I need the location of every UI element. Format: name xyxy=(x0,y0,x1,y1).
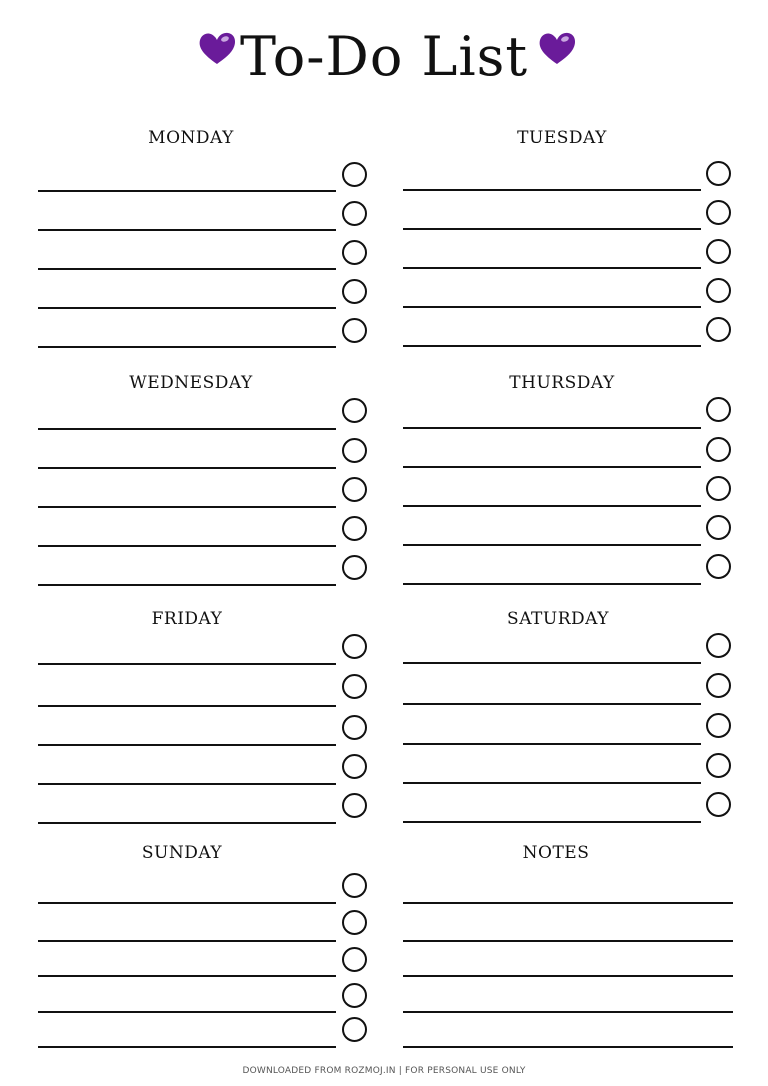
day-section-tuesday xyxy=(403,128,743,353)
task-line[interactable] xyxy=(38,1046,336,1048)
task-line[interactable] xyxy=(38,467,336,469)
task-checkbox[interactable] xyxy=(342,516,367,541)
day-section-wednesday xyxy=(38,373,378,593)
day-section-saturday xyxy=(403,609,743,829)
task-checkbox[interactable] xyxy=(706,515,731,540)
day-section-sunday xyxy=(38,843,378,1055)
task-line[interactable] xyxy=(403,782,701,784)
task-line[interactable] xyxy=(38,975,336,977)
task-line[interactable] xyxy=(403,306,701,308)
day-heading: WEDNESDAY xyxy=(129,373,253,393)
notes-line[interactable] xyxy=(403,1046,733,1048)
notes-line[interactable] xyxy=(403,902,733,904)
day-heading: TUESDAY xyxy=(517,128,607,148)
task-line[interactable] xyxy=(38,822,336,824)
task-line[interactable] xyxy=(403,267,701,269)
task-line[interactable] xyxy=(403,189,701,191)
notes-section xyxy=(403,843,743,1055)
task-line[interactable] xyxy=(403,544,701,546)
task-line[interactable] xyxy=(38,268,336,270)
day-heading: FRIDAY xyxy=(151,609,223,629)
task-line[interactable] xyxy=(38,229,336,231)
task-line[interactable] xyxy=(38,346,336,348)
task-checkbox[interactable] xyxy=(706,792,731,817)
task-checkbox[interactable] xyxy=(342,873,367,898)
task-checkbox[interactable] xyxy=(342,947,367,972)
notes-line[interactable] xyxy=(403,940,733,942)
task-checkbox[interactable] xyxy=(342,715,367,740)
task-checkbox[interactable] xyxy=(706,476,731,501)
day-heading: SATURDAY xyxy=(507,609,609,629)
footer-text: DOWNLOADED FROM ROZMOJ.IN | FOR PERSONAL USE ONLY xyxy=(242,1066,526,1076)
task-checkbox[interactable] xyxy=(706,200,731,225)
task-checkbox[interactable] xyxy=(342,477,367,502)
task-checkbox[interactable] xyxy=(706,278,731,303)
task-checkbox[interactable] xyxy=(342,162,367,187)
task-checkbox[interactable] xyxy=(706,317,731,342)
task-checkbox[interactable] xyxy=(342,674,367,699)
task-checkbox[interactable] xyxy=(342,201,367,226)
notes-line[interactable] xyxy=(403,1011,733,1013)
task-line[interactable] xyxy=(38,705,336,707)
task-line[interactable] xyxy=(38,584,336,586)
task-checkbox[interactable] xyxy=(706,239,731,264)
task-line[interactable] xyxy=(403,662,701,664)
task-checkbox[interactable] xyxy=(342,438,367,463)
task-line[interactable] xyxy=(38,940,336,942)
task-checkbox[interactable] xyxy=(706,713,731,738)
task-checkbox[interactable] xyxy=(342,240,367,265)
task-line[interactable] xyxy=(403,505,701,507)
task-line[interactable] xyxy=(38,190,336,192)
task-line[interactable] xyxy=(38,545,336,547)
day-section-monday xyxy=(38,128,378,353)
task-checkbox[interactable] xyxy=(706,161,731,186)
task-line[interactable] xyxy=(38,902,336,904)
task-line[interactable] xyxy=(403,821,701,823)
task-line[interactable] xyxy=(38,506,336,508)
task-line[interactable] xyxy=(38,1011,336,1013)
task-checkbox[interactable] xyxy=(706,633,731,658)
task-line[interactable] xyxy=(403,228,701,230)
day-section-friday xyxy=(38,609,378,829)
notes-heading: NOTES xyxy=(522,843,590,863)
task-line[interactable] xyxy=(403,427,701,429)
task-line[interactable] xyxy=(38,783,336,785)
task-checkbox[interactable] xyxy=(342,1017,367,1042)
task-checkbox[interactable] xyxy=(342,793,367,818)
task-checkbox[interactable] xyxy=(342,398,367,423)
task-checkbox[interactable] xyxy=(706,753,731,778)
task-checkbox[interactable] xyxy=(706,397,731,422)
task-checkbox[interactable] xyxy=(342,318,367,343)
day-section-thursday xyxy=(403,373,743,593)
task-line[interactable] xyxy=(403,345,701,347)
task-line[interactable] xyxy=(38,663,336,665)
task-line[interactable] xyxy=(403,743,701,745)
task-checkbox[interactable] xyxy=(342,634,367,659)
notes-line[interactable] xyxy=(403,975,733,977)
task-line[interactable] xyxy=(38,428,336,430)
task-line[interactable] xyxy=(403,703,701,705)
task-checkbox[interactable] xyxy=(706,673,731,698)
task-checkbox[interactable] xyxy=(706,554,731,579)
page-title: To-Do List xyxy=(239,25,529,88)
task-line[interactable] xyxy=(403,583,701,585)
task-checkbox[interactable] xyxy=(342,754,367,779)
task-line[interactable] xyxy=(38,744,336,746)
task-line[interactable] xyxy=(403,466,701,468)
day-heading: THURSDAY xyxy=(509,373,615,393)
task-checkbox[interactable] xyxy=(342,555,367,580)
task-checkbox[interactable] xyxy=(342,983,367,1008)
heart-icon xyxy=(536,28,578,68)
task-checkbox[interactable] xyxy=(342,279,367,304)
day-heading: MONDAY xyxy=(148,128,234,148)
task-checkbox[interactable] xyxy=(706,437,731,462)
task-line[interactable] xyxy=(38,307,336,309)
day-heading: SUNDAY xyxy=(141,843,223,863)
task-checkbox[interactable] xyxy=(342,910,367,935)
